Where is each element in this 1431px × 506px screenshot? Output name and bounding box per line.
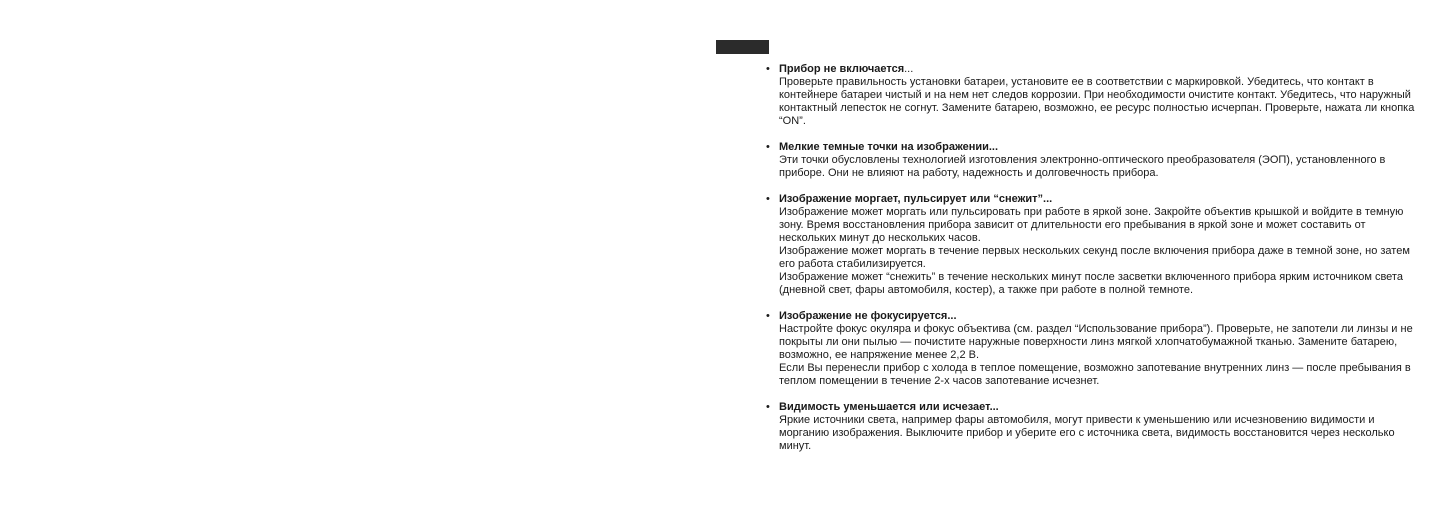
item-title: Видимость уменьшается или исчезает...: [779, 401, 999, 413]
list-item: [766, 141, 1416, 180]
item-title: Изображение моргает, пульсирует или “снежит”...: [779, 193, 1053, 205]
item-title: Прибор не включается...: [779, 63, 914, 75]
item-paragraph: Яркие источники света, например фары автомобиля, могут привести к уменьшению или исчезновению видимости и морганию изображения. Выключите прибор и уберите его с источника света, видимость восстановится через несколько минут.: [779, 414, 1395, 452]
list-item: [766, 401, 1416, 453]
item-paragraph: Изображение может моргать в течение первых нескольких секунд после включения прибора даже в темной зоне, но затем его работа стабилизируется.: [779, 245, 1410, 270]
bullet-icon: •: [766, 141, 770, 153]
bullet-icon: •: [766, 310, 770, 322]
item-paragraph: Изображение может “снежить” в течение нескольких минут после засветки включенного прибора ярким источником света (дневной свет, фары автомобиля, костер), а также при работе в полной темноте.: [779, 271, 1403, 296]
list-item: [766, 193, 1416, 297]
bullet-icon: •: [766, 63, 770, 75]
list-item: [766, 310, 1416, 388]
item-paragraph: Изображение может моргать или пульсировать при работе в яркой зоне. Закройте объектив крышкой и войдите в темную зону. Время восстановления прибора зависит от длительности его пребывания в яркой зоне и может составить от нескольких минут до нескольких часов.: [779, 206, 1404, 244]
bullet-icon: •: [766, 401, 770, 413]
list-item: [766, 63, 1416, 128]
item-paragraph: Проверьте правильность установки батареи, установите ее в соответствии с маркировкой. Убедитесь, что контакт в контейнере батареи чистый и на нем нет следов коррозии. При необходимости очистите контакт. Убедитесь, что наружный контактный лепесток не согнут. Замените батарею, возможно, ее ресурс полностью исчерпан. Проверьте, нажата ли кнопка “ON”.: [779, 76, 1415, 127]
item-title: Мелкие темные точки на изображении...: [779, 141, 999, 153]
item-paragraph: Если Вы перенесли прибор с холода в теплое помещение, возможно запотевание внутренних линз — после пребывания в теплом помещении в течение 2-х часов запотевание исчезнет.: [779, 362, 1411, 387]
item-title: Изображение не фокусируется...: [779, 310, 957, 322]
item-paragraph: Настройте фокус окуляра и фокус объектива (см. раздел “Использование прибора”). Проверьте, не запотели ли линзы и не покрыты ли они пылью — почистите наружные поверхности линз мягкой хлопчатобумажной тканью. Замените батарею, возможно, ее напряжение менее 2,2 В.: [779, 323, 1413, 361]
troubleshooting-list: [766, 63, 1416, 466]
item-paragraph: Эти точки обусловлены технологией изготовления электронно-оптического преобразователя (ЭОП), установленного в приборе. Они не влияют на работу, надежность и долговечность прибора.: [779, 154, 1386, 179]
bullet-icon: •: [766, 193, 770, 205]
section-tab-marker: [716, 40, 769, 54]
